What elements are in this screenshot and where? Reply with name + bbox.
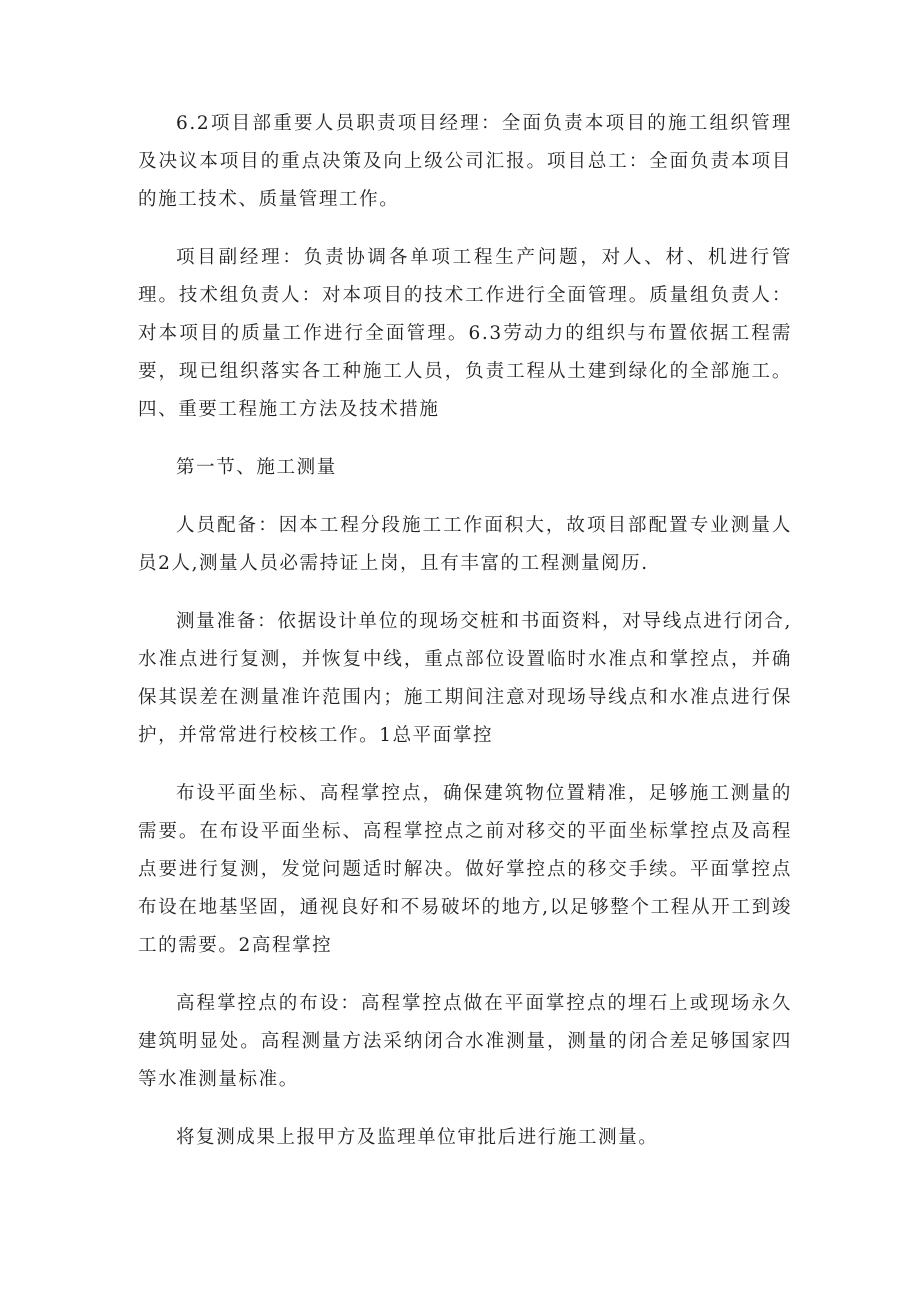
paragraph-deputy-manager: 项目副经理：负责协调各单项工程生产问题，对人、材、机进行管理。技术组负责人：对本项目的技术工作进行全面管理。质量组负责人：对本项目的质量工作进行全面管理。6.3劳动力的组织与布置依据工程需要，现已组织落实各工种施工人员，负责工程从土建到绿化的全部施工。四、重要工程施工方法及技术措施 <box>138 247 792 420</box>
paragraph-report: 将复测成果上报甲方及监理单位审批后进行施工测量。 <box>176 1127 659 1148</box>
paragraph-staff-duties: 6.2项目部重要人员职责项目经理：全面负责本项目的施工组织管理及决议本项目的重点决策及向上级公司汇报。项目总工：全面负责本项目的施工技术、质量管理工作。 <box>138 113 792 210</box>
paragraph-elevation-control: 高程掌控点的布设：高程掌控点做在平面掌控点的埋石上或现场永久建筑明显处。高程测量方法采纳闭合水准测量，测量的闭合差足够国家四等水准测量标准。 <box>138 993 792 1090</box>
document-page <box>138 105 792 1177</box>
paragraph-staffing: 人员配备：因本工程分段施工工作面积大，故项目部配置专业测量人员2人,测量人员必需持证上岗，且有丰富的工程测量阅历. <box>138 515 792 574</box>
section-heading-survey: 第一节、施工测量 <box>176 457 337 478</box>
paragraph-survey-prep: 测量准备：依据设计单位的现场交桩和书面资料，对导线点进行闭合,水准点进行复测，并恢复中线，重点部位设置临时水准点和掌控点，并确保其误差在测量准许范围内；施工期间注意对现场导线点和水准点进行保护，并常常进行校核工作。1总平面掌控 <box>138 611 792 746</box>
paragraph-plane-control: 布设平面坐标、高程掌控点，确保建筑物位置精准，足够施工测量的需要。在布设平面坐标、高程掌控点之前对移交的平面坐标掌控点及高程点要进行复测，发觉问题适时解决。做好掌控点的移交手续。平面掌控点布设在地基坚固，通视良好和不易破坏的地方,以足够整个工程从开工到竣工的需要。2高程掌控 <box>138 783 792 956</box>
